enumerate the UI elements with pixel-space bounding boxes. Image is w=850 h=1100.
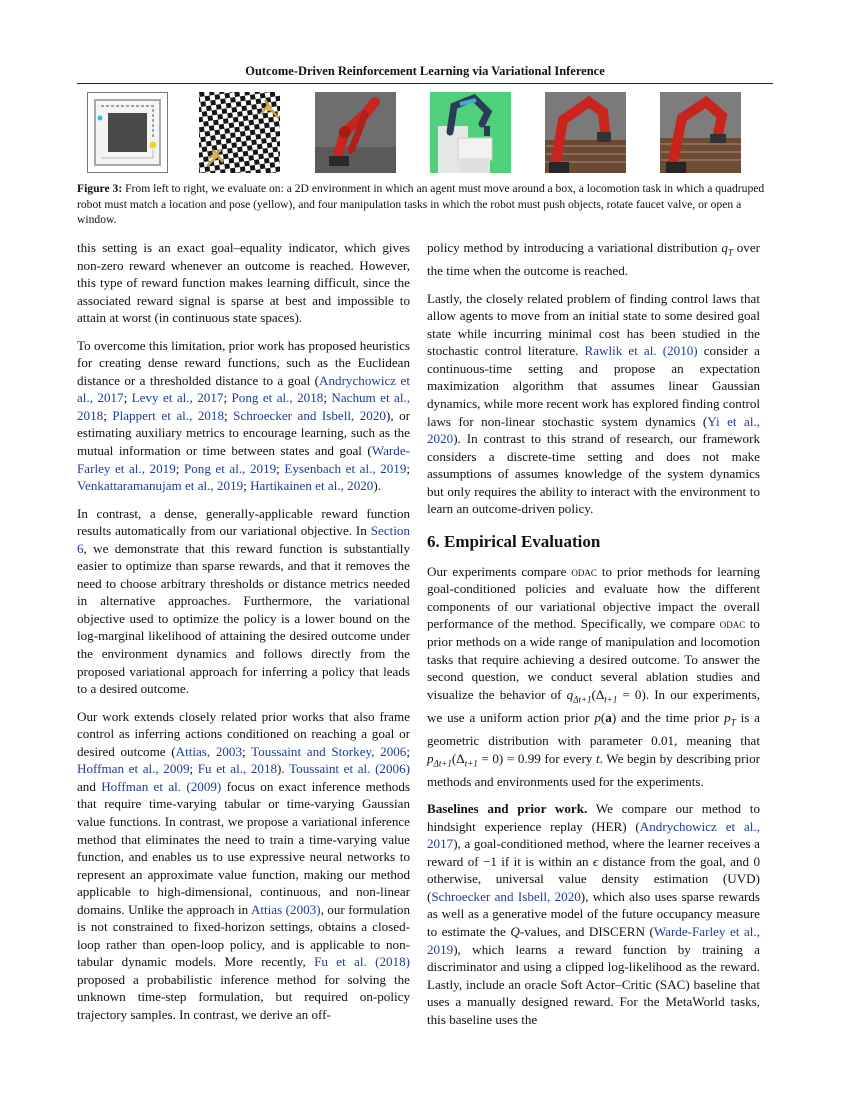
citation-link[interactable]: Warde-Farley et al., 2019 (427, 924, 760, 957)
right-paragraph-2 (427, 290, 760, 518)
text-run: ; (223, 390, 232, 406)
text-run: Our experiments compare (427, 563, 572, 579)
citation-link[interactable]: Pong et al., 2019 (183, 460, 277, 476)
text-run: Lastly, the closely related problem of finding control laws that allow agents to move from an initial state to some desired goal state while incurring minimal cost has been studied in the stochastic control literature. (427, 290, 760, 359)
sawyer-arm-window-image-1 (545, 92, 626, 173)
text-run: to prior methods on a wide range of manipulation and locomotion tasks that require achieving a desired outcome. To answer the second question, we conduct several ablation studies and visualize the behavior of (427, 616, 760, 702)
text-run: ; (103, 407, 113, 423)
math-symbol: t (595, 750, 600, 766)
citation-link[interactable]: Eysenbach et al., 2019 (284, 460, 407, 476)
subscript: t+1 (464, 758, 478, 769)
citation-link[interactable]: Schroecker and Isbell, 2020 (233, 407, 386, 423)
text-run: We compare our method to hindsight experience replay (HER) ( (427, 801, 760, 834)
text-run: ). (373, 478, 381, 494)
text-run: ). (277, 761, 290, 777)
citation-link[interactable]: Fu et al., 2018 (197, 761, 278, 777)
text-run: ), which learns a reward function by training a discriminator and using a clipped log-likelihood as the reward. Lastly, include an oracle Soft Actor–Critic (SAC) baseline that uses a manually designed reward. For the MetaWorld tasks, this baseline uses the (427, 941, 760, 1027)
math-symbol: ϵ (592, 853, 599, 869)
text-run: consider a continuous-time setting and propose an expectation maximization algorithm that assumes linear Gaussian dynamics, while more recent work has explored finding control laws for non-linear stochastic system dynamics ( (427, 343, 760, 429)
math-symbol: q (721, 240, 728, 255)
text-run: ; (276, 460, 285, 476)
citation-link[interactable]: Hoffman et al., 2009 (77, 761, 190, 777)
subscript: Δt+1 (573, 694, 592, 705)
right-column (427, 239, 760, 1038)
text-run: , we demonstrate that this reward function is substantially easier to optimize than sparse rewards, and that it removes the need to choose arbitrary thresholds or distance metrics needed in alternative approaches. Furthermore, the variational objective used to optimize the policy is a lower bound on the log-marginal likelihood of attaining the desired outcome under the environment dynamics and follows directly from the proposed variational approach for inferring a policy that leads to a desired outcome. (77, 540, 410, 697)
2d-box-environment-image (87, 92, 168, 173)
citation-link[interactable]: Schroecker and Isbell, 2020 (431, 888, 581, 904)
text-run: -values, and DISCERN ( (519, 924, 654, 940)
citation-link[interactable]: Andrychowicz et al., 2017 (77, 372, 410, 406)
text-run: ; (243, 478, 251, 494)
citation-link[interactable]: Plappert et al., 2018 (112, 407, 225, 423)
math-symbol: q (566, 686, 574, 702)
text-run: . We begin by describing prior methods and environments used for the experiments. (427, 750, 760, 789)
right-paragraph-3 (427, 563, 760, 790)
math-symbol: p (724, 709, 731, 725)
text-run: , our formulation is not constrained to fixed-horizon settings, obtains a closed-loop rather than open-loop policy, and is applicable to non-tabular dynamic models. More recently, (77, 901, 411, 970)
right-paragraph-1 (427, 239, 760, 280)
citation-link[interactable]: Toussaint and Storkey, 2006 (251, 743, 407, 759)
text-run: ( (600, 709, 606, 725)
citation-link[interactable]: Yi et al., 2020 (427, 413, 761, 447)
citation-link[interactable]: Pong et al., 2018 (231, 390, 324, 406)
text-run: ), a goal-conditioned method, where the learner receives a reward of −1 if it is within an (427, 836, 760, 869)
figure-label: Figure 3: (77, 182, 123, 195)
citation-link[interactable]: Fu et al. (2018) (314, 954, 410, 970)
method-name: odac (571, 563, 597, 579)
text-run: ; (123, 390, 132, 406)
running-header: Outcome-Driven Reinforcement Learning via Variational Inference (245, 64, 605, 78)
citation-link[interactable]: Rawlik et al. (2010) (584, 343, 698, 359)
text-run: and (77, 778, 102, 794)
text-run: ), which also uses sparse rewards as well as a generative model of the future occupancy measure to estimate the (427, 888, 761, 940)
citation-link[interactable]: Andrychowicz et al., 2017 (427, 818, 760, 852)
text-run: (Δ (591, 686, 605, 702)
citation-link[interactable]: Attias (2003) (250, 901, 321, 917)
text-run: ; (323, 390, 332, 406)
text-run: ; (175, 460, 184, 476)
text-run: is a geometric distribution with parameter 0.01, meaning that (427, 709, 760, 748)
subscript: T (730, 717, 736, 728)
text-run: proposed a probabilistic inference method for solving the unknown time-step formulation, but required on-policy trajectory samples. In contrast, we derive an off- (77, 971, 410, 1022)
text-run: ; (242, 743, 252, 759)
citation-link[interactable]: Levy et al., 2017 (131, 390, 224, 406)
math-symbol: Q (510, 924, 520, 940)
text-run: policy method by introducing a variational distribution (427, 240, 722, 255)
math-symbol: p (594, 709, 601, 725)
text-run: In contrast, a dense, generally-applicable reward function results automatically from our variational objective. In (77, 505, 410, 539)
text-run: over the time when the outcome is reached. (427, 240, 760, 279)
text-run: = 0) = 0.99 for every (477, 750, 596, 766)
citation-link[interactable]: Warde-Farley et al., 2019 (77, 443, 410, 476)
citation-link[interactable]: Hoffman et al. (2009) (101, 778, 222, 794)
sawyer-arm-push-image (315, 92, 396, 173)
text-run: focus on exact inference methods that require time-varying tabular or time-varying Gaussian value functions. In contrast, we propose a variational inference method that eliminates the need to train a time-varying value function, and enables us to use expressive neural networks to represent an approximate value function, making our method applicable to high-dimensional, continuous, and non-linear domains. Unlike the approach in (77, 778, 410, 917)
text-run: to prior methods for learning goal-conditioned policies and evaluate how the different components of our variational objective impact the overall performance of the method. Specifically, we compare (427, 563, 761, 632)
text-run: ; (189, 761, 198, 777)
subscript: Δt+1 (433, 758, 452, 769)
quadruped-checkerboard-image (199, 92, 280, 173)
paragraph-runin-heading: Baselines and prior work. (427, 801, 588, 817)
text-run: ; (224, 407, 234, 423)
figure-caption (77, 181, 773, 228)
sawyer-arm-window-image-2 (660, 92, 741, 173)
figure-caption-text: From left to right, we evaluate on: a 2D environment in which an agent must move around a box, a locomotion task in which a quadruped robot must match a location and pose (yellow), and four manipulation tasks in which the robot must push objects, rotate faucet valve, or open a window. (77, 182, 765, 226)
text-run: (Δ (451, 750, 465, 766)
left-paragraph-4 (77, 708, 410, 1024)
citation-link[interactable]: Hartikainen et al., 2020 (250, 478, 374, 494)
left-paragraph-3 (77, 505, 410, 698)
citation-link[interactable]: Venkattaramanujam et al., 2019 (77, 478, 244, 494)
subscript: t+1 (604, 694, 618, 705)
right-paragraph-4 (427, 800, 760, 1028)
robot-faucet-valve-image (430, 92, 511, 173)
text-run: To overcome this limitation, prior work has proposed heuristics for creating dense reward functions, such as the Euclidean distance or a thresholded distance to a goal ( (77, 337, 410, 388)
text-run: ; (406, 460, 411, 476)
citation-link[interactable]: Section 6 (77, 523, 410, 556)
text-run: ). In contrast to this strand of research, our framework considers a discrete-time setting and does not make assumptions of assumes knowledge of the system dynamics but only requires the ability to interact with the environment to learn an outcome-driven policy. (427, 431, 760, 517)
text-run: ; (406, 743, 410, 759)
left-paragraph-2 (77, 337, 410, 495)
text-run: ), or estimating auxiliary metrics to encourage learning, such as the mutual information or time between states and goal ( (77, 407, 410, 459)
left-paragraph-1: this setting is an exact goal–equality indicator, which gives non-zero reward whenever an outcome is reached. However, this type of reward function makes learning difficult, since the associated reward signal is sparse at best and impossible to attain at worst (in continuous state spaces). (77, 240, 410, 326)
math-symbol: p (427, 750, 434, 766)
left-column (77, 239, 410, 1034)
method-name: odac (719, 616, 746, 632)
citation-link[interactable]: Toussaint et al. (2006) (289, 761, 410, 777)
subscript: T (727, 247, 733, 258)
header-rule (77, 83, 773, 84)
section-heading: 6. Empirical Evaluation (427, 531, 601, 551)
citation-link[interactable]: Attias, 2003 (175, 743, 243, 759)
text-run: distance from the goal, and 0 otherwise, universal value density estimation (UVD) ( (427, 853, 760, 904)
text-run: = 0). In our experiments, we use a uniform action prior (427, 686, 760, 725)
citation-link[interactable]: Nachum et al., 2018 (77, 390, 411, 423)
text-run: ) and the time prior (611, 709, 725, 725)
math-bold-symbol: a (605, 709, 612, 725)
text-run: Our work extends closely related prior works that also frame control as inferring actions conditioned on reaching a goal or desired outcome ( (77, 708, 410, 759)
